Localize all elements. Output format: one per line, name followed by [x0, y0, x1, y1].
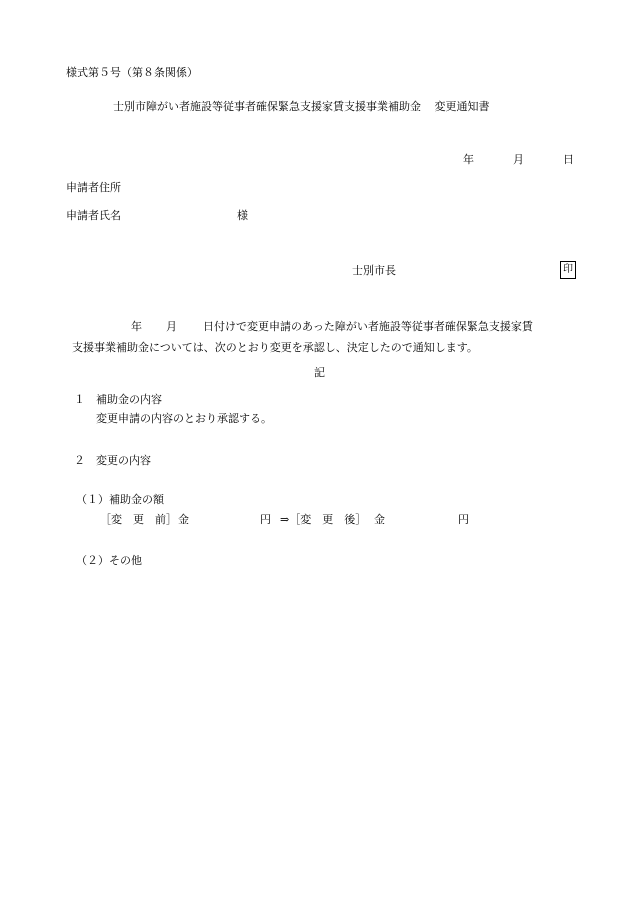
section1-title: 補助金の内容 — [96, 393, 162, 406]
amount-before-kin: 金 — [178, 513, 189, 526]
date-day: 日 — [563, 153, 574, 166]
document-title — [113, 100, 490, 114]
form-number: 様式第５号（第８条関係） — [66, 66, 198, 79]
section1-text: 変更申請の内容のとおり承認する。 — [96, 412, 272, 425]
date-month: 月 — [513, 153, 524, 166]
ki-heading: 記 — [314, 366, 325, 379]
section2-sub2-label: （２）その他 — [76, 554, 142, 567]
issuer-name: 士別市長 — [352, 264, 396, 277]
title-main: 士別市障がい者施設等従事者確保緊急支援家賃支援事業補助金 — [113, 100, 421, 113]
date-year: 年 — [463, 153, 474, 166]
body-year: 年 — [131, 320, 142, 333]
body-month: 月 — [166, 320, 177, 333]
seal-mark: 印 — [560, 261, 576, 279]
amount-before-yen: 円 — [260, 513, 271, 526]
title-suffix: 変更通知書 — [434, 100, 490, 113]
body-line2: 支援事業補助金については、次のとおり変更を承認し、決定したので通知します。 — [72, 341, 478, 354]
body-line1: 日付けで変更申請のあった障がい者施設等従事者確保緊急支援家賃 — [203, 320, 533, 333]
applicant-name-label: 申請者氏名 — [66, 209, 121, 222]
amount-after-label: ⇒［変 更 後］ — [280, 513, 367, 526]
applicant-honorific: 様 — [237, 209, 248, 222]
amount-after-yen: 円 — [458, 513, 469, 526]
amount-after-kin: 金 — [374, 513, 385, 526]
section2-number: ２ — [74, 454, 85, 467]
amount-before-label: ［変 更 前］ — [100, 513, 177, 526]
applicant-address-label: 申請者住所 — [66, 181, 121, 194]
section1-number: １ — [74, 393, 85, 406]
section2-sub1-label: （１）補助金の額 — [76, 493, 164, 506]
section2-title: 変更の内容 — [96, 454, 151, 467]
